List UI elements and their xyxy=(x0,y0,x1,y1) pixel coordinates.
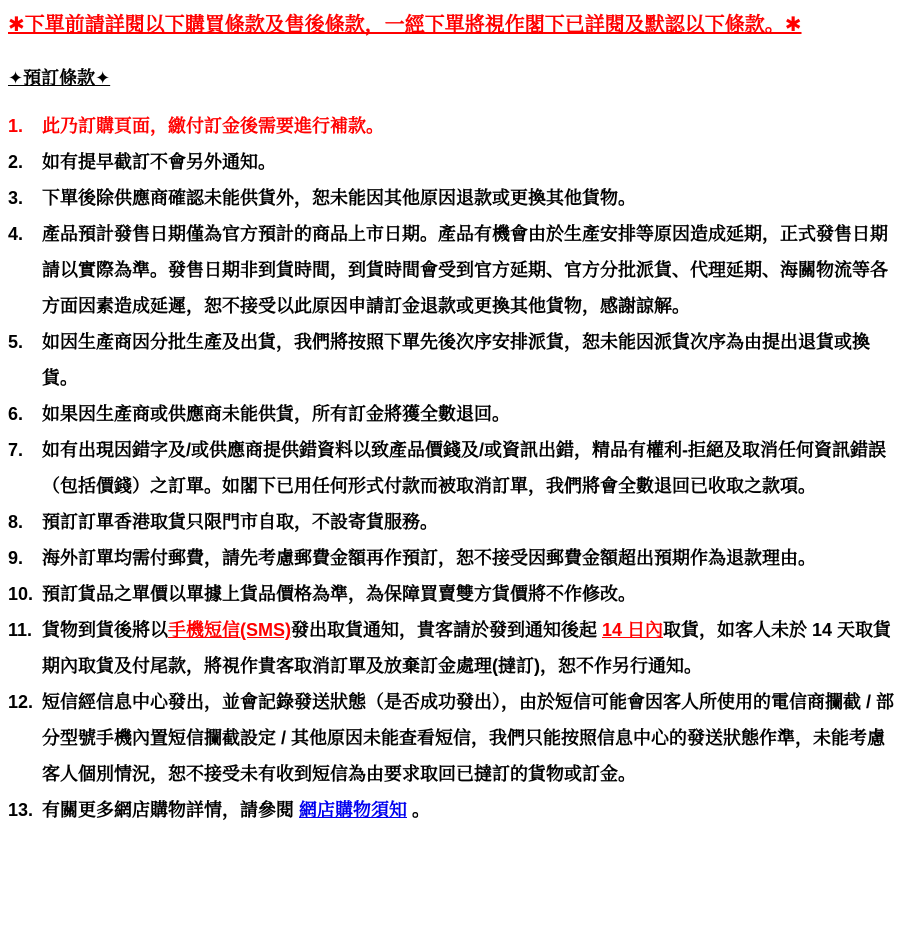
term-highlight: 14 日內 xyxy=(602,620,664,640)
term-number: 2. xyxy=(8,152,24,172)
term-segment: 如有提早截訂不會另外通知。 xyxy=(42,152,276,172)
term-segment: 產品預計發售日期僅為官方預計的商品上市日期。產品有機會由於生產安排等原因造成延期，正式發售日期請以實際為準。發售日期非到貨時間，到貨時間會受到官方延期、官方分批派貨、代理延期、海關物流等各方面因素造成延遲，恕不接受以此原因申請訂金退款或更換其他貨物，感謝諒解。 xyxy=(42,224,888,316)
term-item-12 xyxy=(8,684,901,792)
term-item-2 xyxy=(8,144,901,180)
term-segment: 。 xyxy=(407,800,431,820)
term-item-3 xyxy=(8,180,901,216)
term-segment: 短信經信息中心發出，並會記錄發送狀態（是否成功發出），由於短信可能會因客人所使用的電信商攔截 / 部分型號手機內置短信攔截設定 / 其他原因未能查看短信，我們只能按照信息中心的發送狀態作準，未能考慮客人個別情況，恕不接受未有收到短信為由要求取回已撻訂的貨物或訂金。 xyxy=(42,692,894,784)
term-text xyxy=(42,180,901,216)
term-text xyxy=(42,684,901,792)
term-segment: 預訂貨品之單價以單據上貨品價格為準，為保障買賣雙方貨價將不作修改。 xyxy=(42,584,636,604)
term-item-7 xyxy=(8,432,901,504)
term-number: 8. xyxy=(8,512,24,532)
term-item-11 xyxy=(8,612,901,684)
term-segment: 海外訂單均需付郵費，請先考慮郵費金額再作預訂，恕不接受因郵費金額超出預期作為退款理由。 xyxy=(42,548,816,568)
terms-list xyxy=(8,108,901,828)
term-segment: 如有出現因錯字及/或供應商提供錯資料以致產品價錢及/或資訊出錯，精品有權利-拒絕及取消任何資訊錯誤（包括價錢）之訂單。如閣下已用任何形式付款而被取消訂單，我們將會全數退回已收取之款項。 xyxy=(42,440,886,496)
header-warning: ✱下單前請詳閱以下購買條款及售後條款，一經下單將視作閣下已詳閱及默認以下條款。✱ xyxy=(8,14,802,36)
term-number: 5. xyxy=(8,332,24,352)
term-item-5 xyxy=(8,324,901,396)
term-text xyxy=(42,216,901,324)
term-text xyxy=(42,324,901,396)
term-segment: 預訂訂單香港取貨只限門市自取，不設寄貨服務。 xyxy=(42,512,438,532)
term-segment: 發出取貨通知，貴客請於發到通知後起 xyxy=(291,620,602,640)
term-segment: 下單後除供應商確認未能供貨外，恕未能因其他原因退款或更換其他貨物。 xyxy=(42,188,636,208)
store-shopping-guide-link[interactable]: 網店購物須知 xyxy=(299,800,407,820)
term-text xyxy=(42,144,901,180)
term-number: 7. xyxy=(8,440,24,460)
term-number: 9. xyxy=(8,548,24,568)
term-segment: 如果因生產商或供應商未能供貨，所有訂金將獲全數退回。 xyxy=(42,404,510,424)
term-item-9 xyxy=(8,540,901,576)
term-item-1 xyxy=(8,108,901,144)
term-item-10 xyxy=(8,576,901,612)
term-number: 3. xyxy=(8,188,24,208)
term-text xyxy=(42,504,901,540)
term-number: 13. xyxy=(8,800,34,820)
term-number: 4. xyxy=(8,224,24,244)
term-segment: 貨物到貨後將以 xyxy=(42,620,168,640)
term-item-13 xyxy=(8,792,901,828)
term-text xyxy=(42,540,901,576)
term-item-8 xyxy=(8,504,901,540)
term-number: 10. xyxy=(8,584,34,604)
term-number: 11. xyxy=(8,620,33,640)
term-number: 1. xyxy=(8,116,24,136)
term-segment: 取貨，如客人未於 14 天取貨期內取貨及付尾款，將視作貴客取消訂單及放棄訂金處理(撻訂)，恕不作另行通知。 xyxy=(42,620,892,676)
term-highlight: 手機短信(SMS) xyxy=(168,620,291,640)
term-number: 12. xyxy=(8,692,34,712)
term-segment: 有關更多網店購物詳情，請參閱 xyxy=(42,800,299,820)
term-segment: 如因生產商因分批生產及出貨，我們將按照下單先後次序安排派貨，恕未能因派貨次序為由提出退貨或換貨。 xyxy=(42,332,870,388)
term-text xyxy=(42,576,901,612)
term-number: 6. xyxy=(8,404,24,424)
section-title: ✦預訂條款✦ xyxy=(8,68,111,88)
term-text xyxy=(42,108,901,144)
term-text xyxy=(42,432,901,504)
term-item-6 xyxy=(8,396,901,432)
term-highlight: 此乃訂購頁面，繳付訂金後需要進行補款。 xyxy=(42,116,384,136)
term-text xyxy=(42,792,901,828)
term-text xyxy=(42,612,901,684)
term-item-4 xyxy=(8,216,901,324)
term-text xyxy=(42,396,901,432)
